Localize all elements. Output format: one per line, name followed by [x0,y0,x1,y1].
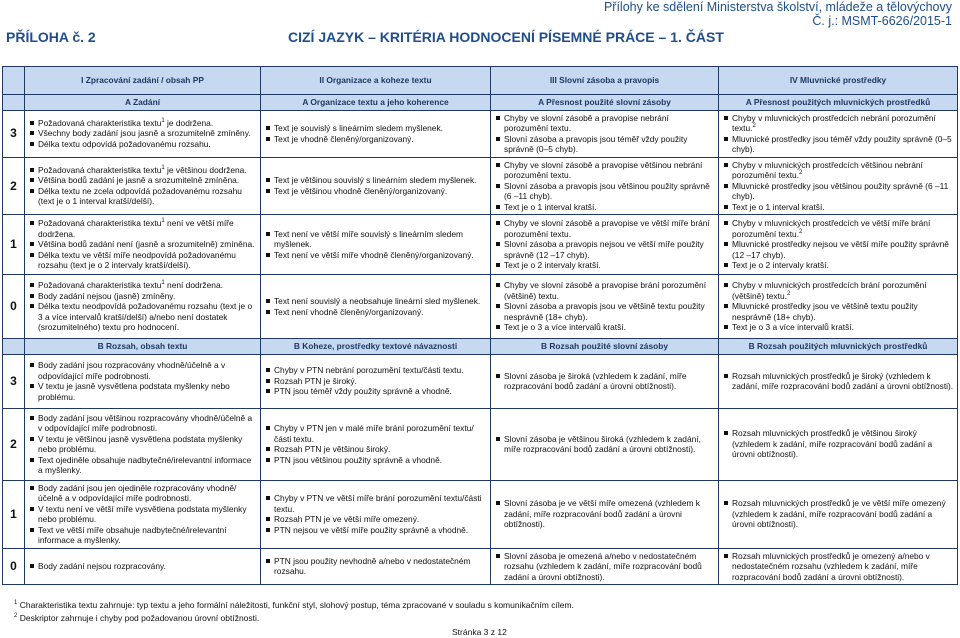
attachment-line-2: Č. j.: MSMT-6626/2015-1 [812,14,952,28]
subcriterion-heading: A Zadání [25,95,261,111]
score-row [3,110,958,157]
list-item: Rozsah mluvnických prostředků je omezený a/nebo v nedostatečném rozsahu (vzhledem k zadání, míře rozpracování bodů zadání a úrovni obtížnosti). [722,551,954,583]
list-item: Text je většinou souvislý s lineárním sledem myšlenek. [264,175,487,186]
criteria-list [722,160,954,213]
criteria-list [722,280,954,333]
criteria-list [494,371,715,392]
list-item: Požadovaná charakteristika textu$^1$ není ve větší míře dodržena. [28,218,257,239]
criteria-cell [25,110,261,157]
list-item: Požadovaná charakteristika textu$^1$ je dodržena. [28,118,257,129]
footnote-1: $^1$ Charakteristika textu zahrnuje: typ textu a jeho formální náležitosti, funkční styl, slohový postup, téma zpracované v souladu s komunikačním cílem. [14,600,574,610]
list-item: Délka textu neodpovídá požadovanému rozsahu (text je o 3 a více intervalů kratší/delší) a/nebo není dostatek (srozumitelného) textu pro hodnocení. [28,301,257,333]
list-item: Text je o 2 intervaly kratší. [494,260,715,271]
list-item: Chyby ve slovní zásobě a pravopise brání porozumění (většině) textu. [494,280,715,301]
criteria-list [494,280,715,333]
list-item: Body zadání nejsou (jasně) zmíněny. [28,291,257,302]
list-item: Chyby v PTN ve větší míře brání porozumění textu/části textu. [264,493,487,514]
list-item: Rozsah PTN je široký. [264,376,487,387]
criteria-cell [719,157,958,215]
criterion-heading: IV Mluvnické prostředky [719,67,958,95]
subcriterion-heading: B Rozsah, obsah textu [25,339,261,355]
list-item: Chyby v mluvnických prostředcích nebrání porozumění textu.$^2$ [722,113,954,134]
list-item: Text není ve větší míře souvislý s lineárním sledem myšlenek. [264,229,487,250]
criteria-cell [719,215,958,275]
score-value: 1 [3,480,25,548]
criterion-heading: I Zpracování zadání / obsah PP [25,67,261,95]
subcriterion-heading: A Přesnost použité slovní zásoby [491,95,719,111]
criteria-list [264,229,487,261]
criteria-list [494,434,715,455]
list-item: Požadovaná charakteristika textu$^1$ je většinou dodržena. [28,165,257,176]
attachment-label: PŘÍLOHA č. 2 [6,29,96,45]
criteria-list [28,360,257,402]
criteria-cell [261,275,491,339]
score-value: 1 [3,215,25,275]
list-item: Slovní zásoba je ve větší míře omezená (vzhledem k zadání, míře rozpracování bodů zadání a úrovni obtížnosti). [494,498,715,530]
list-item: Slovní zásoba a pravopis jsou ve většině textu použity nesprávně (18+ chyb). [494,301,715,322]
list-item: Chyby v mluvnických prostředcích ve větší míře brání porozumění textu.$^2$ [722,218,954,239]
ministry-header [604,0,952,28]
score-row [3,215,958,275]
criteria-list [28,413,257,476]
list-item: Text je souvislý s lineárním sledem myšlenek. [264,123,487,134]
list-item: Mluvnické prostředky jsou většinou použity správně (6 –11 chyb). [722,181,954,202]
criterion-heading: III Slovní zásoba a pravopis [491,67,719,95]
list-item: Body zadání nejsou rozpracovány. [28,561,257,572]
score-row [3,157,958,215]
criteria-cell [719,408,958,480]
attachment-line-1: Přílohy ke sdělení Ministerstva školství, mládeže a tělovýchovy [603,0,952,14]
list-item: PTN jsou použity nevhodně a/nebo v nedostatečném rozsahu. [264,556,487,577]
score-row [3,548,958,585]
list-item: Slovní zásoba a pravopis jsou téměř vždy použity správně (0–5 chyb). [494,134,715,155]
criterion-heading: II Organizace a koheze textu [261,67,491,95]
list-item: Rozsah mluvnických prostředků je široký (vzhledem k zadání, míře rozpracování bodů zadání a úrovni obtížnosti). [722,371,954,392]
criteria-list [264,296,487,317]
list-item: Požadovaná charakteristika textu$^1$ není dodržena. [28,280,257,291]
list-item: Text je vhodně členěný/organizovaný. [264,134,487,145]
list-item: Text je o 1 interval kratší. [722,202,954,213]
criteria-list [722,551,954,583]
list-item: Mluvnické prostředky nejsou ve větší míře použity správně (12 –17 chyb). [722,239,954,260]
subcriteria-a-row [3,95,958,111]
criteria-cell [25,548,261,585]
score-value: 0 [3,275,25,339]
criteria-list [494,498,715,530]
list-item: V textu je většinou jasně vysvětlena podstata myšlenky nebo problému. [28,434,257,455]
criteria-cell [491,408,719,480]
criteria-list [264,123,487,144]
list-item: Body zadání jsou rozpracovány vhodně/účelně a v odpovídající míře podrobnosti. [28,360,257,381]
list-item: Mluvnické prostředky jsou téměř vždy použity správně (0–5 chyb). [722,134,954,155]
score-value: 2 [3,408,25,480]
list-item: Slovní zásoba a pravopis nejsou ve větší míře použity správně (12 –17 chyb). [494,239,715,260]
list-item: Chyby v mluvnických prostředcích většinou nebrání porozumění textu.$^2$ [722,160,954,181]
list-item: V textu je jasně vysvětlena podstata myšlenky nebo problému. [28,381,257,402]
list-item: Rozsah PTN je ve větší míře omezený. [264,514,487,525]
criteria-list [494,218,715,271]
list-item: Chyby v PTN nebrání porozumění textu/části textu. [264,365,487,376]
subcriterion-heading: B Rozsah použitých mluvnických prostředků [719,339,958,355]
criteria-list [722,218,954,271]
score-row [3,480,958,548]
footnote-2: $^2$ Deskriptor zahrnuje i chyby pod požadovanou úrovní obtížnosti. [14,613,260,623]
list-item: Délka textu ne zcela odpovídá požadovanému rozsahu (text je o 1 interval kratší/delší). [28,186,257,207]
list-item: Body zadání jsou většinou rozpracovány vhodně/účelně a v odpovídající míře podrobnosti. [28,413,257,434]
criteria-cell [719,548,958,585]
criteria-list [722,428,954,460]
score-value: 3 [3,110,25,157]
page-number: Stránka 3 z 12 [452,627,507,637]
list-item: Text není souvislý a neobsahuje lineární sled myšlenek. [264,296,487,307]
criteria-list [722,113,954,155]
list-item: Text je o 2 intervaly kratší. [722,260,954,271]
list-item: Text není ve větší míře vhodně členěný/organizovaný. [264,250,487,261]
criteria-cell [719,354,958,408]
subcriteria-b-row [3,339,958,355]
criteria-list [264,175,487,196]
subcriterion-heading: B Koheze, prostředky textové návaznosti [261,339,491,355]
subcriterion-heading: A Organizace textu a jeho koherence [261,95,491,111]
criteria-cell [491,548,719,585]
list-item: Mluvnické prostředky jsou ve většině textu použity nesprávně (18+ chyb). [722,301,954,322]
list-item: PTN jsou téměř vždy použity správně a vhodně. [264,386,487,397]
criteria-cell [491,354,719,408]
list-item: Chyby ve slovní zásobě a pravopise ve větší míře brání porozumění textu. [494,218,715,239]
list-item: Text není vhodně členěný/organizovaný. [264,307,487,318]
list-item: Chyby ve slovní zásobě a pravopise nebrání porozumění textu. [494,113,715,134]
criteria-cell [25,408,261,480]
criteria-cell [25,354,261,408]
criteria-list [494,551,715,583]
list-item: Rozsah mluvnických prostředků je většinou široký (vzhledem k zadání, míře rozpracování bodů zadání a úrovni obtížnosti). [722,428,954,460]
list-item: Body zadání jsou jen ojediněle rozpracovány vhodně/účelně a v odpovídající míře podrobnosti. [28,483,257,504]
footnotes [14,599,574,625]
list-item: Text je většinou vhodně členěný/organizovaný. [264,186,487,197]
list-item: V textu není ve větší míře vysvětlena podstata myšlenky nebo problému. [28,504,257,525]
criteria-list [264,556,487,577]
criteria-cell [261,548,491,585]
criteria-cell [719,110,958,157]
criteria-list [264,493,487,535]
criteria-list [264,423,487,465]
score-value: 2 [3,157,25,215]
criteria-cell [261,408,491,480]
subcriterion-heading: B Rozsah použité slovní zásoby [491,339,719,355]
criteria-cell [25,215,261,275]
list-item: PTN jsou většinou použity správně a vhodně. [264,455,487,466]
criteria-list [722,371,954,392]
list-item: Text ve větší míře obsahuje nadbytečné/irelevantní informace a myšlenky. [28,525,257,546]
list-item: Text je o 1 interval kratší. [494,202,715,213]
list-item: Všechny body zadání jsou jasně a srozumitelně zmíněny. [28,128,257,139]
criteria-cell [491,215,719,275]
criteria-table [2,66,958,585]
list-item: Délka textu ve větší míře neodpovídá požadovanému rozsahu (text je o 2 intervaly kratší/delší). [28,250,257,271]
criteria-header-row [3,67,958,95]
list-item: Chyby ve slovní zásobě a pravopise většinou nebrání porozumění textu. [494,160,715,181]
criteria-cell [491,157,719,215]
criteria-list [494,160,715,213]
score-row [3,408,958,480]
criteria-cell [25,275,261,339]
score-value: 3 [3,354,25,408]
criteria-cell [491,110,719,157]
criteria-cell [25,480,261,548]
criteria-cell [261,157,491,215]
list-item: Rozsah mluvnických prostředků je ve větší míře omezený (vzhledem k zadání, míře rozpracování bodů zadání a úrovni obtížnosti). [722,498,954,530]
list-item: Slovní zásoba je široká (vzhledem k zadání, míře rozpracování bodů zadání a úrovni obtížnosti). [494,371,715,392]
criteria-list [28,218,257,271]
criteria-list [264,365,487,397]
criteria-cell [491,480,719,548]
criteria-list [28,561,257,572]
criteria-list [28,118,257,150]
criteria-list [28,280,257,333]
list-item: Slovní zásoba je omezená a/nebo v nedostatečném rozsahu (vzhledem k zadání, míře rozpracování bodů zadání a úrovni obtížnosti). [494,551,715,583]
list-item: Délka textu odpovídá požadovanému rozsahu. [28,139,257,150]
criteria-cell [719,275,958,339]
criteria-cell [261,215,491,275]
list-item: Text je o 3 a více intervalů kratší. [722,322,954,333]
list-item: Text je o 3 a více intervalů kratší. [494,322,715,333]
criteria-cell [491,275,719,339]
criteria-list [494,113,715,155]
criteria-cell [261,480,491,548]
list-item: Většina bodů zadání není (jasně a srozumitelně) zmíněna. [28,239,257,250]
score-row [3,354,958,408]
list-item: Slovní zásoba je většinou široká (vzhledem k zadání, míře rozpracování bodů zadání a úrovni obtížnosti). [494,434,715,455]
score-row [3,275,958,339]
criteria-cell [261,110,491,157]
list-item: Rozsah PTN je většinou široký. [264,444,487,455]
criteria-list [722,498,954,530]
list-item: Chyby v mluvnických prostředcích brání porozumění (většině) textu.$^2$ [722,280,954,301]
list-item: PTN nejsou ve větší míře použity správně a vhodně. [264,525,487,536]
list-item: Slovní zásoba a pravopis jsou většinou použity správně (6 –11 chyb). [494,181,715,202]
list-item: Text ojediněle obsahuje nadbytečné/irelevantní informace a myšlenky. [28,455,257,476]
page-title: CIZÍ JAZYK – KRITÉRIA HODNOCENÍ PÍSEMNÉ PRÁCE – 1. ČÁST [288,29,724,45]
criteria-list [28,483,257,546]
list-item: Většina bodů zadání je jasně a srozumitelně zmíněna. [28,175,257,186]
criteria-cell [25,157,261,215]
list-item: Chyby v PTN jen v malé míře brání porozumění textu/části textu. [264,423,487,444]
criteria-list [28,165,257,207]
subcriterion-heading: A Přesnost použitých mluvnických prostředků [719,95,958,111]
criteria-cell [719,480,958,548]
score-value: 0 [3,548,25,585]
criteria-cell [261,354,491,408]
